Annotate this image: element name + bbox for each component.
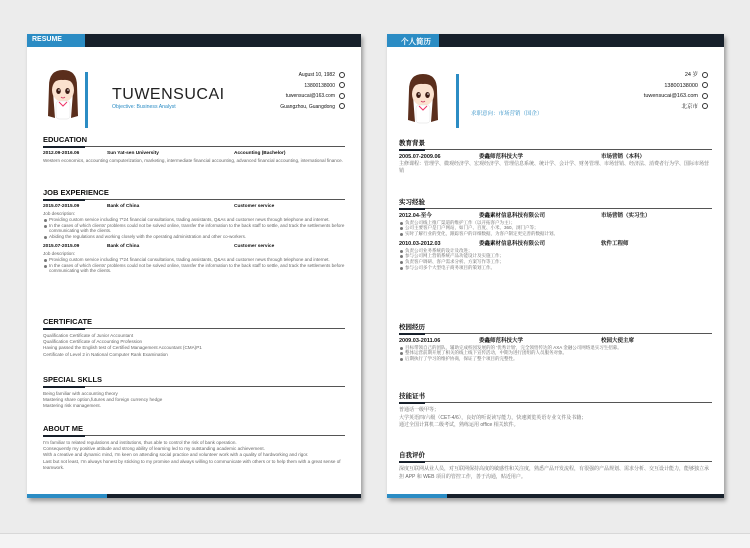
- campus-section: [399, 322, 712, 362]
- contact-item: 24 岁: [644, 70, 708, 81]
- resume-header-bar: [387, 34, 724, 47]
- list-item: Providing custom service including 7*24 financial consultations, trading assistants, Q&As and customer news through telephone and internet.: [43, 257, 345, 263]
- section-title: SPECIAL SKLLS: [43, 375, 345, 387]
- job-entry: 2010.03-2012.03 委鑫素材信息科技有限公司 软件工程师 负责公司业务系统的设计及改进； 参与公司网上营销系统产品功能设计及实施工作； 负责客户调研、客户需求分析、方案写作等工作； 参与公司多个大型电子商务项目的策划工作。: [399, 241, 712, 271]
- candidate-name: TUWENSUCAI: [112, 86, 225, 103]
- list-item: In the cases of which clients' problems could not be solved online, transfer the information to the back staff to settle, and track the settlements before communicating with the clients.: [43, 223, 345, 235]
- contact-item: Guangzhou, Guangdong: [280, 102, 345, 113]
- section-title: 实习经验: [399, 197, 712, 209]
- certificate-section: 技能证书 普通话一级甲等； 大学英语四/六级（CET-4/6），良好的听说读写能力，快速浏览英语专业文件及书籍； 通过全国计算机二级考试，熟练运用 office 相关软件。: [399, 391, 712, 430]
- list-item: 负责公司业务系统的设计及改进；: [399, 248, 712, 254]
- job-entry: 2015.07-2015.09 Bank of China Customer service Job description: Providing custom service including 7*24 financial consultations, trading assistants, Q&As and customer news through telephone and internet. In the cases of which clients' problems could not be solved online, transfer the information to the back staff to settle, and track the settlements before communicating with the clients. Abiding the regulations and working closely with the operating administration and other co-workers.: [43, 204, 345, 240]
- about-section: ABOUT ME I'm familiar to related regulations and institutions, thus able to control the risk of bank operation. Consequently my positive attitude and strong ability of learning led to my outstanding academic achievement. With a creative and dynamic mind, I'm keen on attending social practice and volunteer work with a quality of hardworking and rigor. Last but not least, I'm always honest by sticking to my promise and always willing to communicate with others or to help them with a great sense of teamwork.: [43, 424, 345, 471]
- contact-info: [280, 70, 345, 112]
- objective: Objective: Business Analyst: [112, 104, 176, 110]
- section-title: CERTIFICATE: [43, 317, 345, 329]
- location-icon: [339, 103, 345, 109]
- list-item: 目标带领自己的团队，辅助完成校园发展的的 '优秀计划'，完全领悟传达的 AXA 金融公司网络退实习生招募。: [399, 345, 712, 351]
- contact-item: 13800138000: [280, 81, 345, 92]
- section-title: 教育背景: [399, 138, 712, 150]
- contact-item: 北京市: [644, 102, 708, 113]
- person-icon: [339, 72, 345, 78]
- avatar: [45, 66, 81, 122]
- campus-row: 2009.03-2011.06 委鑫师范科技大学 校园大使主席: [399, 338, 635, 344]
- resume-header-title: 个人简历: [401, 37, 431, 46]
- list-item: 参与公司网上营销系统产品功能设计及实施工作；: [399, 253, 712, 259]
- section-title: ABOUT ME: [43, 424, 345, 436]
- list-item: In the cases of which clients' problems could not be solved online, transfer the information to the back staff to settle, and track the settlements before communicating with the clients.: [43, 263, 345, 275]
- section-title: 校园经历: [399, 322, 712, 334]
- education-section: [399, 138, 712, 175]
- section-title: EDUCATION: [43, 135, 345, 147]
- list-item: 后期执行了学习的维护协商，保证了整个项目的完整性。: [399, 356, 712, 362]
- list-item: 负责公司线上推广渠道的维护工作（以开拓客户为主）；: [399, 220, 712, 226]
- header-accent-bar: [456, 74, 459, 128]
- education-row: 2012.09-2016.06 Sun Yat-sen University Accounting (Bachelor): [43, 151, 286, 156]
- experience-section: [43, 188, 345, 274]
- section-title: 自我评价: [399, 450, 712, 462]
- status-strip: [0, 533, 750, 548]
- avatar: [405, 70, 441, 126]
- resume-header-title: RESUME: [32, 36, 62, 43]
- list-item: 实时了解行业的变化，跟踪客户的详细数据，为客户制定更完善的数据计划。: [399, 231, 712, 237]
- skills-section: SPECIAL SKLLS Being familiar with accounting theory Mastering share option,futures and foreign currency hedge Mastering risk management.: [43, 375, 345, 410]
- resume-header-bar: [27, 34, 361, 47]
- job-entry: 2012.04-至今 委鑫素材信息科技有限公司 市场营销（实习生） 负责公司线上推广渠道的维护工作（以开拓客户为主）； 公司主要客户是门户网站，如门户、百度、小米、360、浏门户等； 实时了解行业的变化，跟踪客户的详细数据，为客户制定更完善的数据计划。: [399, 213, 712, 237]
- resume-page-english: [27, 34, 361, 498]
- section-title: JOB EXPERIENCE: [43, 188, 345, 200]
- education-section: [43, 135, 345, 164]
- education-desc: Western economics, accounting computerization, marketing, intermediate financial accounting, advanced financial accounting, international finance.: [43, 157, 343, 163]
- footer-bar: [387, 494, 724, 498]
- footer-bar: [27, 494, 361, 498]
- header-accent-bar: [85, 72, 88, 128]
- location-icon: [702, 103, 708, 109]
- internship-section: [399, 197, 712, 271]
- list-item: 参与公司多个大型电子商务项目的策划工作。: [399, 265, 712, 271]
- list-item: 负责客户调研、客户需求分析、方案写作等工作；: [399, 259, 712, 265]
- person-icon: [702, 72, 708, 78]
- contact-item: tuwensucai@163.com: [280, 91, 345, 102]
- evaluation-section: 自我评价 深度互联网从业人员，对互联网保持高度的敏感性和关注度，熟悉产品开发流程，有很强的产品规划、需求分析、交互设计能力，能够独立承担 APP 和 WEB 项目的管控工作，善于沟通，贴近用户。: [399, 450, 712, 481]
- education-row: 2005.07-2009.06 委鑫师范科技大学 市场营销（本科）: [399, 154, 646, 160]
- mail-icon: [702, 93, 708, 99]
- list-item: 公司主要客户是门户网站，如门户、百度、小米、360、浏门户等；: [399, 225, 712, 231]
- phone-icon: [339, 82, 345, 88]
- list-item: Providing custom service including 7*24 financial consultations, trading assistants, Q&As and customer news through telephone and internet.: [43, 217, 345, 223]
- objective: 求职意向：市场营销（国企）: [471, 111, 543, 117]
- contact-item: 13800138000: [644, 81, 708, 92]
- contact-info: [644, 70, 708, 112]
- contact-item: tuwensucai@163.com: [644, 91, 708, 102]
- list-item: Abiding the regulations and working closely with the operating administration and other co-workers.: [43, 234, 345, 240]
- list-item: 整体运营前期开展了相关的线上线下宣传活动，中期为进行团组的人员服务对象。: [399, 350, 712, 356]
- resume-page-chinese: [387, 34, 724, 498]
- education-desc: 主修课程：管理学、微观经济学、宏观经济学、管理信息系统、统计学、会计学、财务管理、市场营销、经济法、消费者行为学、国际市场营销: [399, 160, 710, 174]
- phone-icon: [702, 82, 708, 88]
- contact-item: August 10, 1982: [280, 70, 345, 81]
- job-entry: 2015.07-2015.09 Bank of China Customer service Job description: Providing custom service including 7*24 financial consultations, trading assistants, Q&As and customer news through telephone and internet. In the cases of which clients' problems could not be solved online, transfer the information to the back staff to settle, and track the settlements before communicating with the clients.: [43, 243, 345, 274]
- section-title: 技能证书: [399, 391, 712, 403]
- certificate-section: CERTIFICATE Qualification Certificate of Junior Accountant Qualification Certificate of Accounting Profession Having passed the English test of Certified Management Accountant (CMA)P1 Certificate of Level 2 in National Computer Rank Examination: [43, 317, 345, 358]
- mail-icon: [339, 93, 345, 99]
